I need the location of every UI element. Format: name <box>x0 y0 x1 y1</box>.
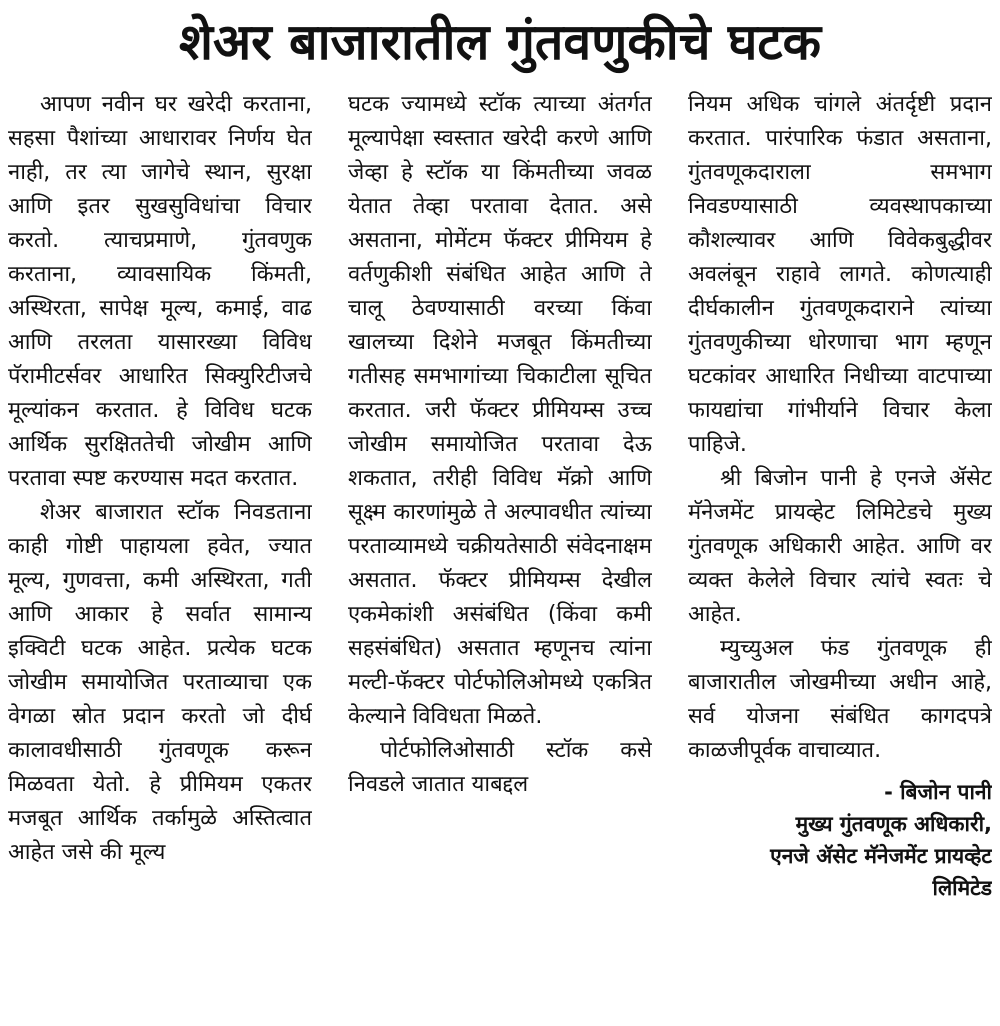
author-byline <box>688 776 992 904</box>
article-column-1 <box>8 88 312 1022</box>
author-company-line-1: एनजे ॲसेट मॅनेजमेंट प्रायव्हेट <box>770 844 992 868</box>
article-body <box>8 88 992 1022</box>
author-name: - बिजोन पानी <box>884 780 992 804</box>
column-3-paragraph-3: म्युच्युअल फंड गुंतवणूक ही बाजारातील जोखमीच्या अधीन आहे, सर्व योजना संबंधित कागदपत्रे काळजीपूर्वक वाचाव्यात. <box>688 636 992 763</box>
column-1-paragraph-1: आपण नवीन घर खरेदी करताना, सहसा पैशांच्या आधारावर निर्णय घेत नाही, तर त्या जागेचे स्थान, सुरक्षा आणि इतर सुखसुविधांचा विचार करतो. त्याचप्रमाणे, गुंतवणुक करताना, व्यावसायिक किंमती, अस्थिरता, सापेक्ष मूल्य, कमाई, वाढ आणि तरलता यासारख्या विविध पॅरामीटर्सवर आधारित सिक्युरिटीजचे मूल्यांकन करतात. हे विविध घटक आर्थिक सुरक्षिततेची जोखीम आणि परतावा स्पष्ट करण्यास मदत करतात. <box>8 92 312 491</box>
column-2-paragraph-2: पोर्टफोलिओसाठी स्टॉक कसे निवडले जातात याबद्दल <box>348 738 652 797</box>
author-title: मुख्य गुंतवणूक अधिकारी, <box>795 812 992 836</box>
column-1-paragraph-2: शेअर बाजारात स्टॉक निवडताना काही गोष्टी पाहायला हवेत, ज्यात मूल्य, गुणवत्ता, कमी अस्थिरता, गती आणि आकार हे सर्वात सामान्य इक्विटी घटक आहेत. प्रत्येक घटक जोखीम समायोजित परताव्याचा एक वेगळा स्रोत प्रदान करतो जो दीर्घ कालावधीसाठी गुंतवणूक करून मिळवता येतो. हे प्रीमियम एकतर मजबूत आर्थिक तर्कामुळे अस्तित्वात आहेत जसे की मूल्य <box>8 500 312 865</box>
column-3-paragraph-2: श्री बिजोन पानी हे एनजे ॲसेट मॅनेजमेंट प्रायव्हेट लिमिटेडचे मुख्य गुंतवणूक अधिकारी आहेत. आणि वर व्यक्त केलेले विचार त्यांचे स्वतः चे आहेत. <box>688 466 992 627</box>
author-company-line-2: लिमिटेड <box>932 876 992 900</box>
article-column-2 <box>348 88 652 1022</box>
column-3-paragraph-1: नियम अधिक चांगले अंतर्दृष्टी प्रदान करतात. पारंपारिक फंडात असताना, गुंतवणूकदाराला समभाग निवडण्यासाठी व्यवस्थापकाच्या कौशल्यावर आणि विवेकबुद्धीवर अवलंबून राहावे लागते. कोणत्याही दीर्घकालीन गुंतवणूकदाराने त्यांच्या गुंतवणुकीच्या धोरणाचा भाग म्हणून घटकांवर आधारित निधीच्या वाटपाच्या फायद्यांचा गांभीर्याने विचार केला पाहिजे. <box>688 92 992 457</box>
article-column-3 <box>688 88 992 1022</box>
column-2-paragraph-1: घटक ज्यामध्ये स्टॉक त्याच्या अंतर्गत मूल्यापेक्षा स्वस्तात खरेदी करणे आणि जेव्हा हे स्टॉक या किंमतीच्या जवळ येतात तेव्हा परतावा देतात. असे असताना, मोमेंटम फॅक्टर प्रीमियम हे वर्तणुकीशी संबंधित आहेत आणि ते चालू ठेवण्यासाठी वरच्या किंवा खालच्या दिशेने मजबूत किंमतीच्या गतीसह समभागांच्या चिकाटीला सूचित करतात. जरी फॅक्टर प्रीमियम्स उच्च जोखीम समायोजित परतावा देऊ शकतात, तरीही विविध मॅक्रो आणि सूक्ष्म कारणांमुळे ते अल्पावधीत त्यांच्या परताव्यामध्ये चक्रीयतेसाठी संवेदनाक्षम असतात. फॅक्टर प्रीमियम्स देखील एकमेकांशी असंबंधित (किंवा कमी सहसंबंधित) असतात म्हणूनच त्यांना मल्टी-फॅक्टर पोर्टफोलिओमध्ये एकत्रित केल्याने विविधता मिळते. <box>348 92 652 729</box>
article-headline: शेअर बाजारातील गुंतवणुकीचे घटक <box>178 13 822 71</box>
